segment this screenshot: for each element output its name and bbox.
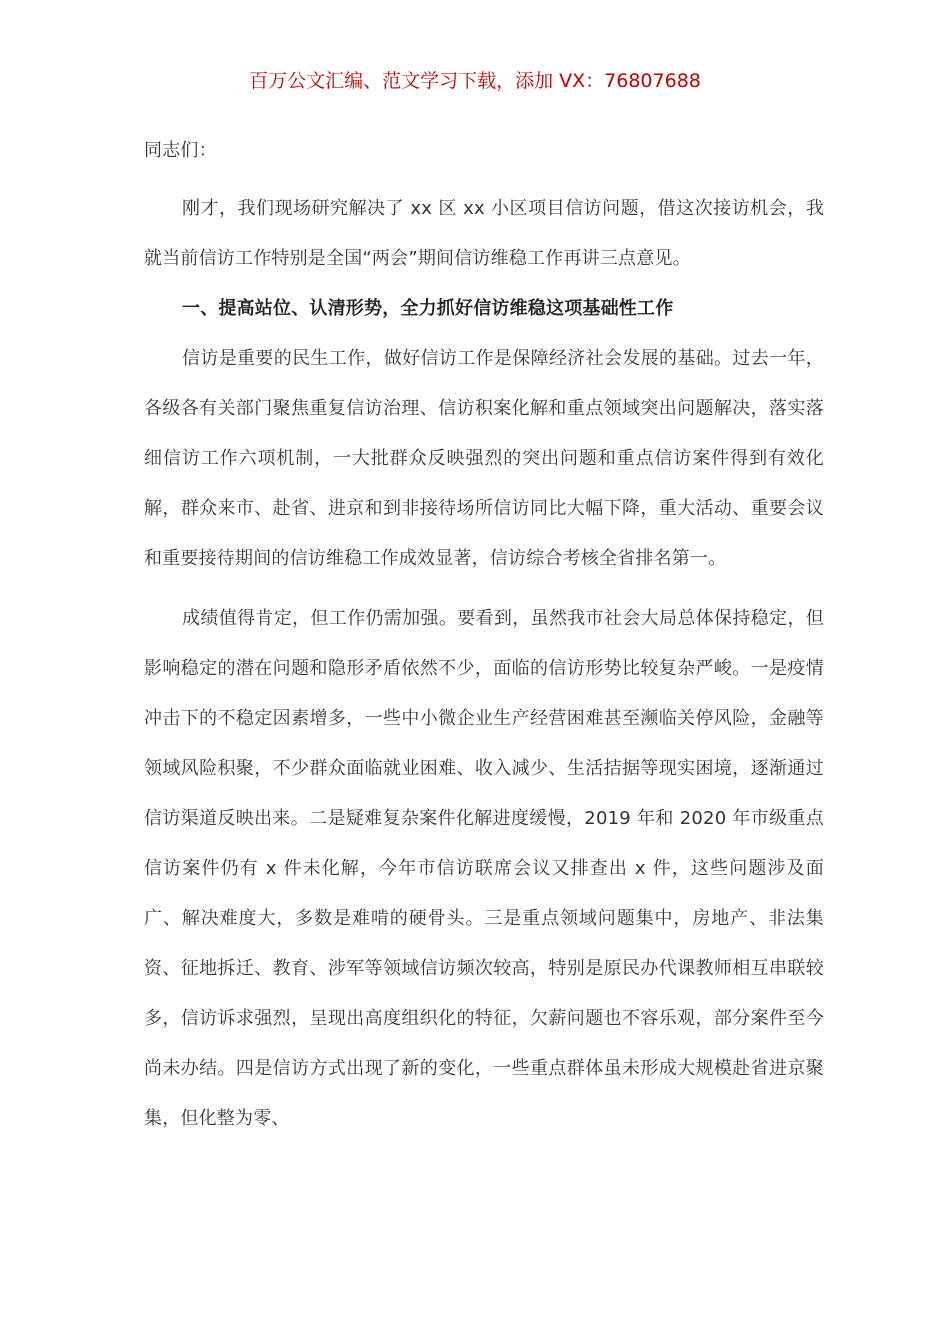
header-promo-text: 百万公文汇编、范文学习下载，添加 VX：76807688 xyxy=(249,70,701,92)
paragraph-achievements: 信访是重要的民生工作，做好信访工作是保障经济社会发展的基础。过去一年，各级各有关部门聚焦重复信访治理、信访积案化解和重点领域突出问题解决，落实落细信访工作六项机制，一大批群众反映强烈的突出问题和重点信访案件得到有效化解，群众来市、赴省、进京和到非接待场所信访同比大幅下降，重大活动、重要会议和重要接待期间的信访维稳工作成效显著，信访综合考核全省排名第一。 xyxy=(144,348,824,569)
section-heading-1: 一、提高站位、认清形势，全力抓好信访维稳这项基础性工作 xyxy=(182,298,674,319)
paragraph-intro: 刚才，我们现场研究解决了 xx 区 xx 小区项目信访问题，借这次接访机会，我就当前信访工作特别是全国“两会”期间信访维稳工作再讲三点意见。 xyxy=(144,198,824,269)
paragraph-situation: 成绩值得肯定，但工作仍需加强。要看到，虽然我市社会大局总体保持稳定，但影响稳定的潜在问题和隐形矛盾依然不少，面临的信访形势比较复杂严峻。一是疫情冲击下的不稳定因素增多，一些中小微企业生产经营困难甚至濒临关停风险，金融等领域风险积聚，不少群众面临就业困难、收入减少、生活拮据等现实困境，逐渐通过信访渠道反映出来。二是疑难复杂案件化解进度缓慢，2019 年和 2020 年市级重点信访案件仍有 x 件未化解，今年市信访联席会议又排查出 x 件，这些问题涉及面广、解决难度大，多数是难啃的硬骨头。三是重点领域问题集中，房地产、非法集资、征地拆迁、教育、涉军等领域信访频次较高，特别是原民办代课教师相互串联较多，信访诉求强烈，呈现出高度组织化的特征，欠薪问题也不容乐观，部分案件至今尚未办结。四是信访方式出现了新的变化，一些重点群体虽未形成大规模赴省进京聚集，但化整为零、 xyxy=(144,608,824,1129)
document-body xyxy=(144,126,824,1144)
greeting: 同志们： xyxy=(144,140,217,161)
